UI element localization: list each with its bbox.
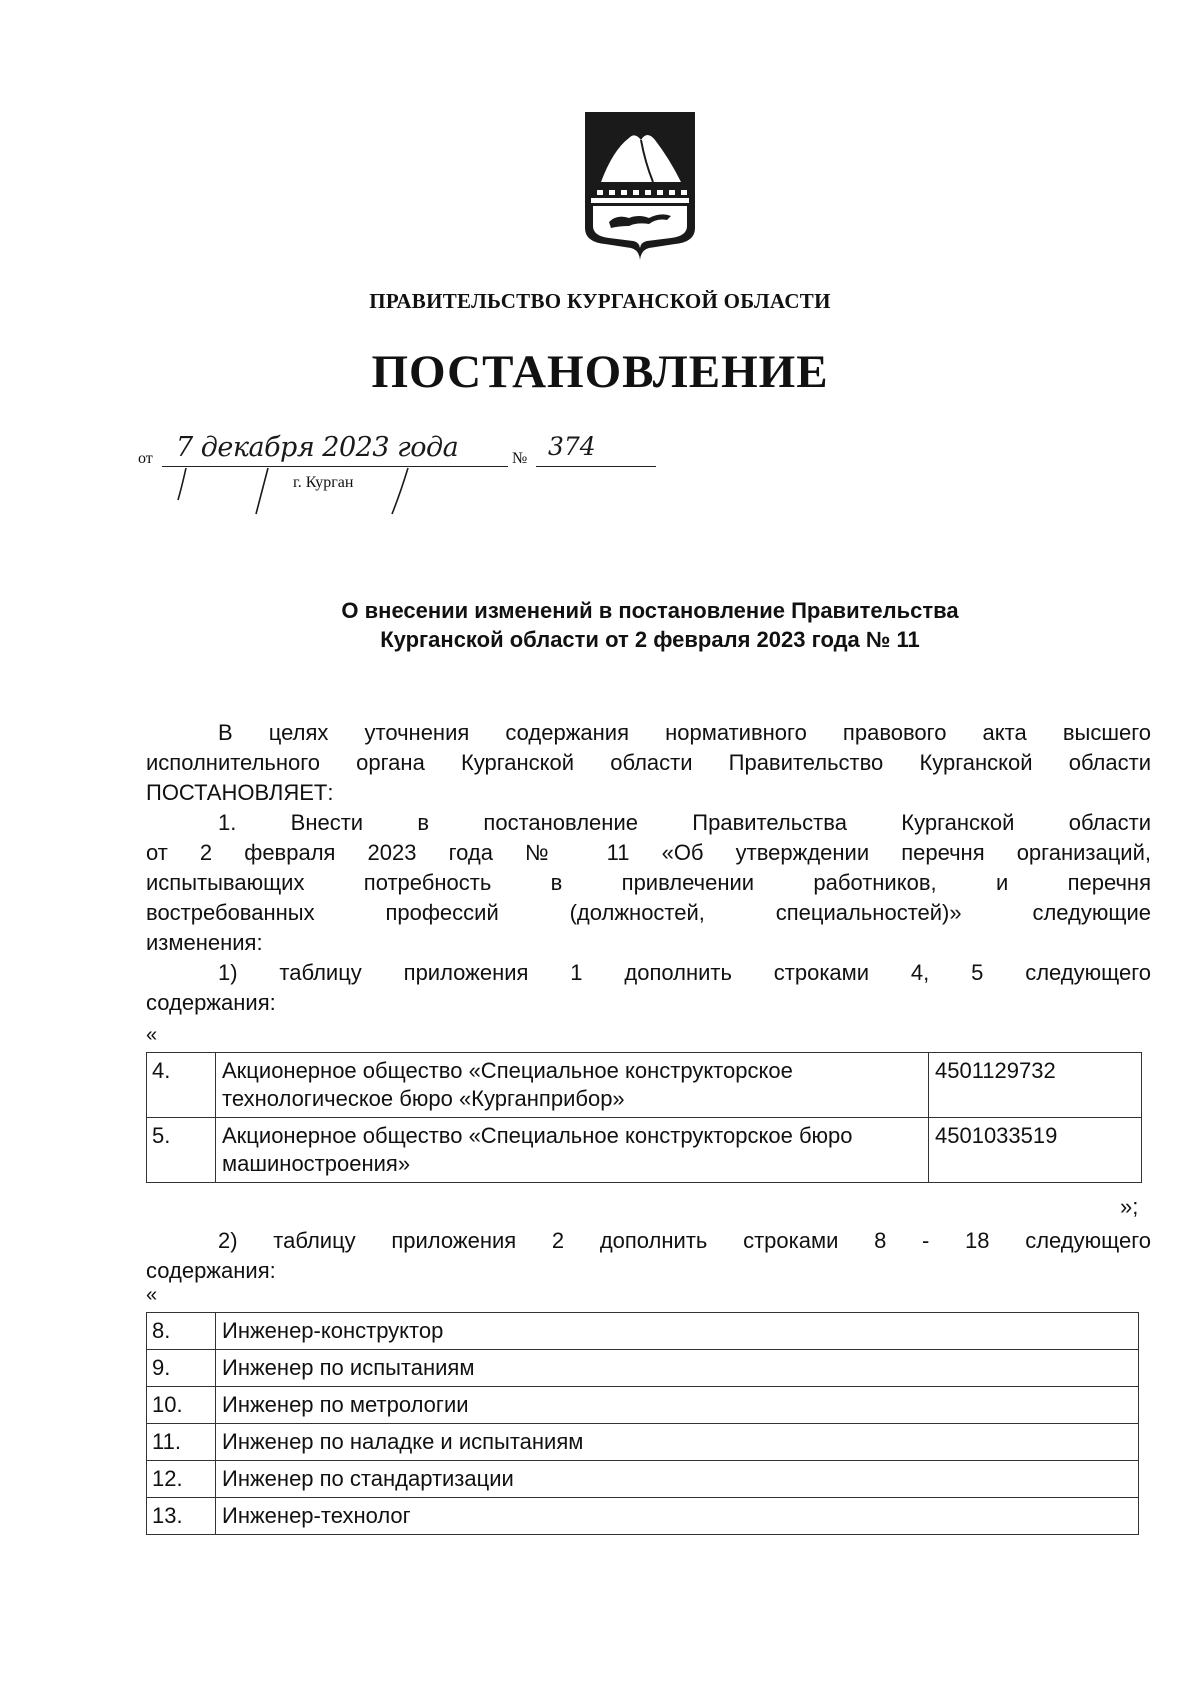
table-row (147, 1424, 1139, 1461)
from-label: от (138, 450, 153, 467)
table-row (147, 1053, 1142, 1118)
sub1-line-2: содержания: (146, 990, 276, 1015)
open-quote-2: « (146, 1284, 158, 1306)
row-number: 10. (147, 1387, 216, 1424)
number-sign: № (512, 450, 528, 467)
document-subject (0, 596, 1200, 654)
handwriting-descenders (138, 438, 658, 518)
handwritten-date: 7 декабря 2023 года (176, 432, 459, 463)
item1-line-2: от 2 февраля 2023 года № 11 «Об утверждении перечня организаций, (146, 840, 1151, 865)
row-number: 11. (147, 1424, 216, 1461)
row-number: 9. (147, 1350, 216, 1387)
document-type-title: ПОСТАНОВЛЕНИЕ (371, 346, 829, 398)
organization-name: ПРАВИТЕЛЬСТВО КУРГАНСКОЙ ОБЛАСТИ (369, 289, 831, 313)
profession-cell: Инженер по испытаниям (216, 1350, 1139, 1387)
organization-cell: Акционерное общество «Специальное конструкторское технологическое бюро «Курганприбор» (216, 1053, 929, 1118)
sub2-line-2: содержания: (146, 1258, 276, 1283)
row-number: 13. (147, 1498, 216, 1535)
row-number: 4. (147, 1053, 216, 1118)
row-number: 8. (147, 1313, 216, 1350)
table-appendix-1 (146, 1052, 1142, 1183)
table-appendix-2 (146, 1312, 1139, 1535)
table-row (147, 1461, 1139, 1498)
item2-text (146, 1226, 1151, 1286)
item1-line-5: изменения: (146, 930, 263, 955)
item1-line-4: востребованных профессий (должностей, специальностей)» следующие (146, 900, 1151, 925)
table-row (147, 1387, 1139, 1424)
inn-cell: 4501129732 (929, 1053, 1142, 1118)
preamble-line-2: исполнительного органа Курганской области Правительство Курганской области (146, 750, 1151, 775)
row-number: 12. (147, 1461, 216, 1498)
table-row (147, 1313, 1139, 1350)
city-label: г. Курган (293, 474, 354, 491)
handwritten-number: 374 (548, 432, 596, 461)
profession-cell: Инженер-конструктор (216, 1313, 1139, 1350)
close-quote-1: »; (1120, 1194, 1139, 1219)
item1-line-3: испытывающих потребность в привлечении работников, и перечня (146, 870, 1151, 895)
row-number: 5. (147, 1118, 216, 1183)
body-text (146, 718, 1151, 1018)
preamble-line-1: В целях уточнения содержания нормативного правового акта высшего (218, 720, 1151, 745)
profession-cell: Инженер-технолог (216, 1498, 1139, 1535)
subject-line-1: О внесении изменений в постановление Правительства (341, 598, 959, 623)
sub2-line-1: 2) таблицу приложения 2 дополнить строками 8 - 18 следующего (218, 1228, 1151, 1253)
profession-cell: Инженер по наладке и испытаниям (216, 1424, 1139, 1461)
sub1-line-1: 1) таблицу приложения 1 дополнить строками 4, 5 следующего (218, 960, 1151, 985)
profession-cell: Инженер по метрологии (216, 1387, 1139, 1424)
table-row (147, 1498, 1139, 1535)
preamble-line-3: ПОСТАНОВЛЯЕТ: (146, 780, 334, 805)
document-date-number (138, 432, 658, 518)
inn-cell: 4501033519 (929, 1118, 1142, 1183)
profession-cell: Инженер по стандартизации (216, 1461, 1139, 1498)
organization-cell: Акционерное общество «Специальное конструкторское бюро машиностроения» (216, 1118, 929, 1183)
subject-line-2: Курганской области от 2 февраля 2023 года № 11 (380, 627, 920, 652)
table-row (147, 1350, 1139, 1387)
item1-line-1: 1. Внести в постановление Правительства Курганской области (218, 810, 1151, 835)
coat-of-arms-emblem (583, 110, 697, 260)
table-row (147, 1118, 1142, 1183)
open-quote-1: « (146, 1024, 158, 1046)
